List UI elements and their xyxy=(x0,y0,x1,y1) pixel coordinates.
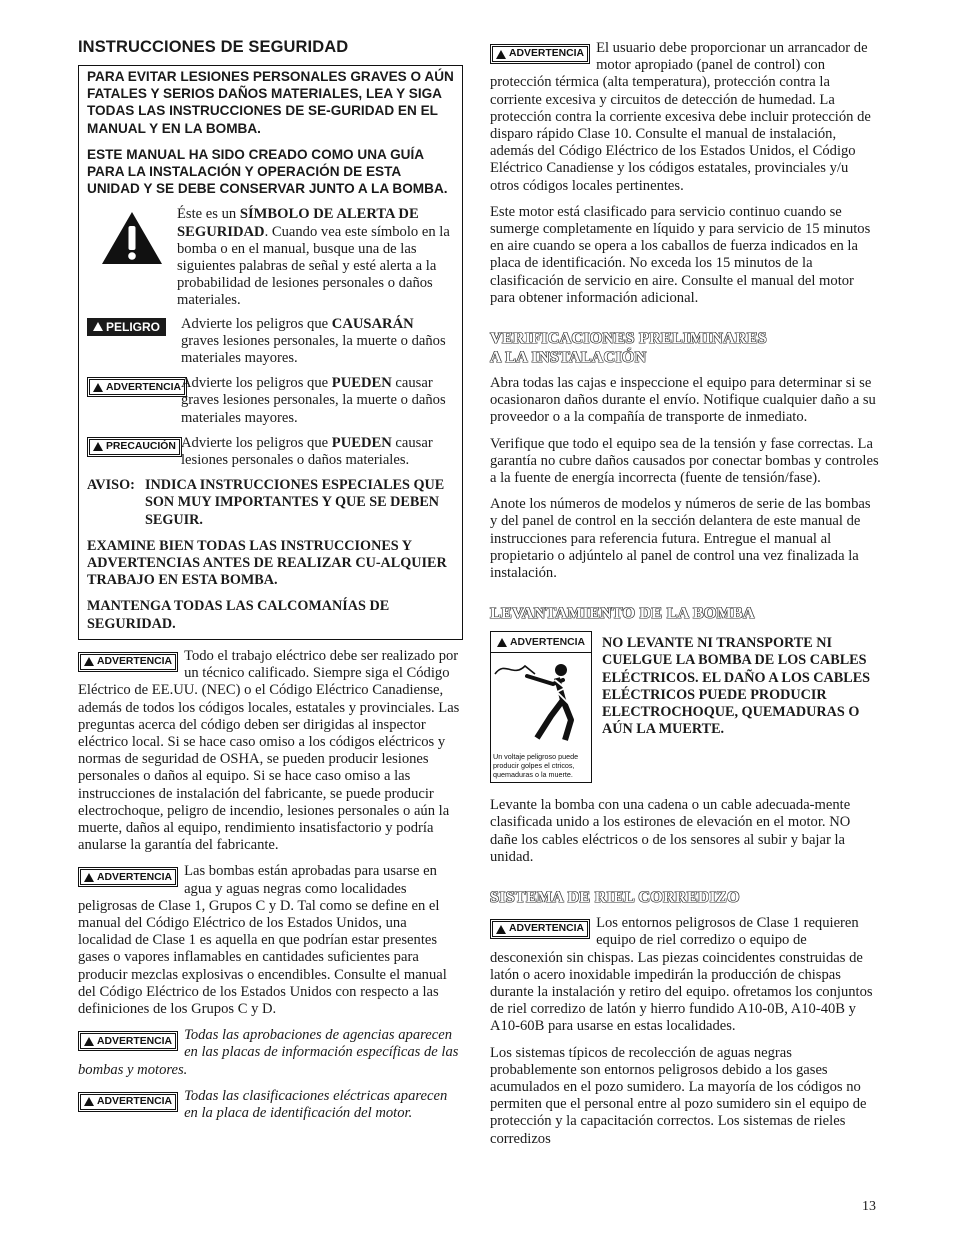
caution-text: Advierte los peligros que PUEDEN causar lesiones personales o daños materiales. xyxy=(181,434,433,469)
alert-triangle-icon xyxy=(496,50,506,59)
motor-duty-paragraph: Este motor está clasificado para servicio continuo cuando se sumerge completamente en líquido y para servicio de 15 minutos en aire cuando se opera a los caballos de fuerza indicados en la placa de identificación. No exceda los 15 minutos de la clasificación de servicio en aire. Consulte el manual del motor para obtener información adicional. xyxy=(490,203,871,306)
electric-shock-icon xyxy=(491,654,589,744)
left-column xyxy=(78,38,463,1131)
notice-block xyxy=(87,477,454,529)
warning-rail-system: ADVERTENCIA Los entornos peligrosos de Clase 1 requieren equipo de riel corredizo o equipo de desconexión sin chispas. Las piezas coincidentes construidas de latón o acero inoxidable impedirán la producción de chispas durante la instalación y retiro del equipo. ofretamos los conjuntos de riel corredizo de latón y hierro fundido A10-0B, A10-40B y A10-60B para usarse en estas localidades. xyxy=(490,915,873,1035)
alert-triangle-icon xyxy=(496,925,506,934)
box-intro-1: PARA EVITAR LESIONES PERSONALES GRAVES O AÚN FATALES Y SERIOS DAÑOS MATERIALES, LEA Y SIGA TODAS LAS INSTRUCCIONES DE SE-GURIDAD EN EL MANUAL Y EN LA BOMBA. xyxy=(87,69,454,136)
alert-triangle-icon xyxy=(84,1037,94,1046)
preinstall-checks-heading: VERIFICACIONES PRELIMINARES A LA INSTALACIÓN xyxy=(490,330,768,367)
alert-triangle-icon xyxy=(84,873,94,882)
danger-row xyxy=(87,316,454,368)
danger-badge: PELIGRO xyxy=(87,318,166,336)
warning-badge: ADVERTENCIA xyxy=(78,1031,178,1051)
page-number: 13 xyxy=(862,1199,876,1214)
caution-badge: PRECAUCIÓN xyxy=(87,437,182,457)
warning-electrical-work: ADVERTENCIA Todo el trabajo eléctrico debe ser realizado por un técnico calificado. Siempre siga el Código Eléctrico de EE.UU. (NEC) o el Código Eléctrico Canadiense, además de todos los códigos locales, estatales y provinciales. Las preguntas acerca del código deben ser dirigidas al inspector eléctrico local. Si se hace caso omiso a los códigos eléctricos y normas de seguridad de OSHA, se pueden producir lesiones personales o daños al equipo. Si se hace caso omiso a las instrucciones de instalación del fabricante, se puede producir electrochoque, peligro de incendio, lesiones personales o aún la muerte, daños al equipo, rendimiento insatisfactorio y podría anularse la garantía del fabricante. xyxy=(78,647,460,854)
keep-decals: MANTENGA TODAS LAS CALCOMANÍAS DE SEGURIDAD. xyxy=(87,598,390,632)
alert-triangle-icon xyxy=(84,657,94,666)
alert-triangle-icon xyxy=(93,442,103,451)
warning-badge: ADVERTENCIA xyxy=(493,634,589,650)
warning-electrical-ratings: ADVERTENCIA Todas las clasificaciones eléctricas aparecen en la placa de identificación del motor. xyxy=(78,1088,463,1122)
lifting-warning-text: NO LEVANTE NI TRANSPORTE NI CUELGUE LA BOMBA DE LOS CABLES ELÉCTRICOS. EL DAÑO A LOS CABLES ELÉCTRICOS PUEDE PRODUCIR ELECTROCHOQUE, QUEMADURAS O AÚN LA MUERTE. xyxy=(602,635,871,738)
notice-label: AVISO: xyxy=(87,477,135,494)
checks-paragraph-1: Abra todas las cajas e inspeccione el equipo para determinar si se ocasionaron daños durante el envío. Notifique cualquier daño a su proveedor o a la compañía de transporte de inmediato. xyxy=(490,375,876,426)
safety-alert-icon xyxy=(87,206,177,309)
checks-paragraph-2: Verifique que todo el equipo sea de la tensión y fase correctas. La garantía no cubre daños causados por conectar bombas y controles a la fuente de energía incorrecta (fuente de tensión/fase). xyxy=(490,435,879,487)
section-title: INSTRUCCIONES DE SEGURIDAD xyxy=(78,38,349,56)
checks-paragraph-3: Anote los números de modelos y números de serie de las bombas y del panel de control en la sección delantera de este manual de instrucciones para referencia futura. Entregue el manual al propietario o adjúntelo al panel de control una vez finalizada la instalación. xyxy=(490,496,871,582)
warning-motor-starter: ADVERTENCIA El usuario debe proporcionar un arrancador de motor apropiado (panel de control) con protección térmica (alta temperatura), protección contra la corriente excesiva y circuitos de detección de humedad. La protección contra la corriente excesiva debe incluir protección de disparo rápido Clase 10. Consulte el manual de instalación, además del Código Eléctrico de los Estados Unidos, el Código Eléctrico Canadiense y los códigos estatales, provinciales y/u otros códigos locales pertinentes. xyxy=(490,40,871,194)
alert-triangle-icon xyxy=(93,383,103,392)
warning-badge: ADVERTENCIA xyxy=(78,867,178,887)
electric-shock-warning-panel xyxy=(490,631,592,783)
caution-row xyxy=(87,435,454,469)
lifting-warning-row xyxy=(490,631,880,783)
safety-symbol-row xyxy=(87,206,454,309)
warning-badge: ADVERTENCIA xyxy=(490,919,590,939)
warning-badge: ADVERTENCIA xyxy=(490,44,590,64)
alert-triangle-icon xyxy=(93,322,103,331)
warning-row xyxy=(87,375,454,427)
examine-instructions: EXAMINE BIEN TODAS LAS INSTRUCCIONES Y ADVERTENCIAS ANTES DE REALIZAR CU-ALQUIER TRABAJO EN ESTA BOMBA. xyxy=(87,537,447,589)
lifting-paragraph: Levante la bomba con una cadena o un cable adecuada-mente clasificada unido a los estirones de elevación en el motor. NO dañe los cables eléctricos o de los sensores al subir y bajar la unidad. xyxy=(490,797,851,865)
alert-triangle-icon xyxy=(497,638,507,647)
rail-paragraph: Los sistemas típicos de recolección de aguas negras probablemente son entornos peligrosos debido a los gases acumulados en el pozo sumidero. La mayoría de los códigos no permiten que el personal entre al pozo sumidero sin el equipo de protección y la capacitación correctos. Los sistemas de rieles corredizos xyxy=(490,1044,867,1147)
safety-instructions-box xyxy=(78,65,463,640)
warning-agency-approvals: ADVERTENCIA Todas las aprobaciones de agencias aparecen en las placas de información específicas de las bombas y motores. xyxy=(78,1027,459,1078)
alert-triangle-icon xyxy=(84,1097,94,1106)
warning-text: Advierte los peligros que PUEDEN causar graves lesiones personales, la muerte o daños materiales mayores. xyxy=(181,375,446,426)
warning-badge: ADVERTENCIA xyxy=(87,377,187,397)
box-intro-2: ESTE MANUAL HA SIDO CREADO COMO UNA GUÍA PARA LA INSTALACIÓN Y OPERACIÓN DE ESTA UNIDAD Y SE DEBE CONSERVAR JUNTO A LA BOMBA. xyxy=(87,146,448,197)
lifting-heading: LEVANTAMIENTO DE LA BOMBA xyxy=(490,605,755,623)
notice-text: INDICA INSTRUCCIONES ESPECIALES QUE SON MUY IMPORTANTES Y QUE SE DEBEN SEGUIR. xyxy=(145,477,445,528)
warning-hazardous-locations: ADVERTENCIA Las bombas están aprobadas para usarse en agua y aguas negras como localidades peligrosas de Clase 1, Grupos C y D. Tal como se define en el manual del Código Eléctrico de los Estados Unidos, una localidad de Clase 1 es aquella en que podrían estar presentes gases o vapores inflamables en cantidades suficientes para producir mezclas explosivas o encendibles. Consulte el manual del Código Eléctrico de los Estados Unidos con respecto a las definiciones de los Grupos C y D. xyxy=(78,863,447,1017)
warning-badge: ADVERTENCIA xyxy=(78,652,178,672)
warning-badge: ADVERTENCIA xyxy=(78,1092,178,1112)
safety-symbol-text: Éste es un SÍMBOLO DE ALERTA DE SEGURIDAD. Cuando vea este símbolo en la bomba o en el manual, busque una de las siguientes palabras de señal y esté alerta a la probabilidad de lesiones personales o daños materiales. xyxy=(177,206,450,309)
rail-system-heading: SISTEMA DE RIEL CORREDIZO xyxy=(490,889,740,907)
danger-text: Advierte los peligros que CAUSARÁN graves lesiones personales, la muerte o daños materiales mayores. xyxy=(181,315,446,367)
lift-caption: Un voltaje peligroso puede producir golpes el ctricos, quemaduras o la muerte. xyxy=(493,752,579,780)
right-column xyxy=(490,40,880,1157)
